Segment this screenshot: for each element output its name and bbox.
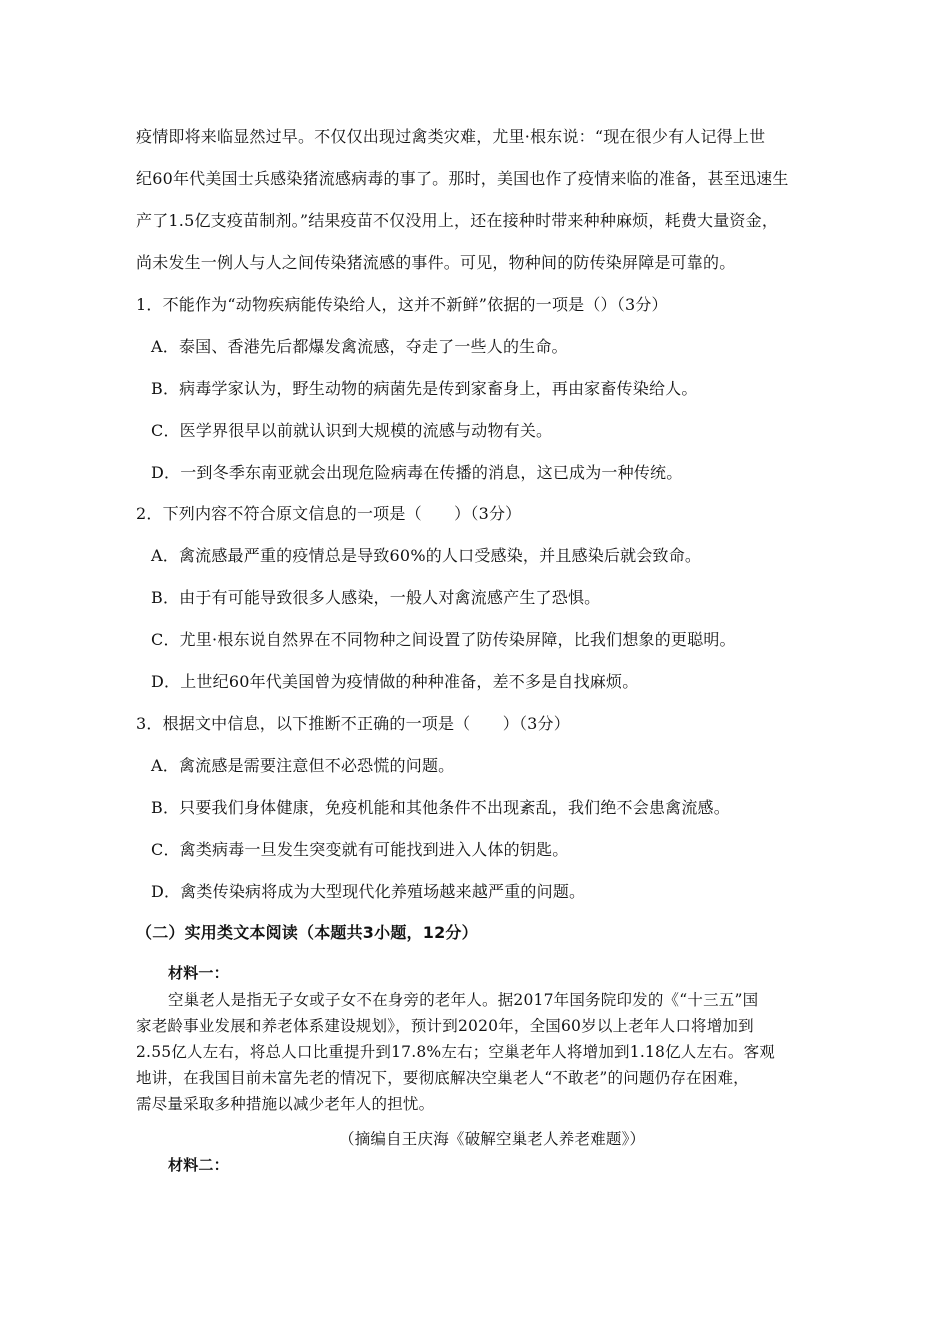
question-3-option-b: B．只要我们身体健康，免疫机能和其他条件不出现紊乱，我们绝不会患禽流感。 [151,798,730,817]
question-1-option-a: A．泰国、香港先后都爆发禽流感，夺走了一些人的生命。 [151,337,568,356]
question-1-option-d: D．一到冬季东南亚就会出现危险病毒在传播的消息，这已成为一种传统。 [151,463,683,482]
material-1-source: （摘编自王庆海《破解空巢老人养老难题》） [339,1130,646,1148]
question-2-option-c: C．尤里·根东说自然界在不同物种之间设置了防传染屏障，比我们想象的更聪明。 [151,630,736,649]
question-1-stem: 1．不能作为“动物疾病能传染给人，这并不新鲜”依据的一项是（）（3分） [136,295,668,314]
passage-line: 产了1.5亿支疫苗制剂。”结果疫苗不仅没用上，还在接种时带来种种麻烦，耗费大量资金， [136,211,779,230]
question-2-option-b: B．由于有可能导致很多人感染，一般人对禽流感产生了恐惧。 [151,588,601,607]
question-3-option-c: C．禽类病毒一旦发生突变就有可能找到进入人体的钥匙。 [151,840,569,859]
material-2-label: 材料二： [168,1156,229,1174]
material-1-label: 材料一： [168,964,229,982]
section-heading: （二）实用类文本阅读（本题共3小题，12分） [136,923,478,942]
material-1-line: 需尽量采取多种措施以减少老年人的担忧。 [136,1095,435,1113]
material-1-line: 空巢老人是指无子女或子女不在身旁的老年人。据2017年国务院印发的《“十三五”国 [168,991,759,1009]
question-1-option-b: B．病毒学家认为，野生动物的病菌先是传到家畜身上，再由家畜传染给人。 [151,379,698,398]
question-1-option-c: C．医学界很早以前就认识到大规模的流感与动物有关。 [151,421,553,440]
material-1-line: 地讲，在我国目前未富先老的情况下，要彻底解决空巢老人“不敢老”的问题仍存在困难， [136,1069,749,1087]
material-1-line: 2.55亿人左右，将总人口比重提升到17.8%左右；空巢老年人将增加到1.18亿人左右。客观 [136,1043,775,1061]
question-2-option-a: A．禽流感最严重的疫情总是导致60%的人口受感染，并且感染后就会致命。 [151,546,702,565]
passage-line: 疫情即将来临显然过早。不仅仅出现过禽类灾难，尤里·根东说：“现在很少有人记得上世 [136,127,766,146]
question-3-option-a: A．禽流感是需要注意但不必恐慌的问题。 [151,756,455,775]
material-1-line: 家老龄事业发展和养老体系建设规划》，预计到2020年，全国60岁以上老年人口将增加到 [136,1017,754,1035]
question-3-option-d: D．禽类传染病将成为大型现代化养殖场越来越严重的问题。 [151,882,586,901]
question-2-stem: 2．下列内容不符合原文信息的一项是（ ）（3分） [136,504,522,523]
question-2-option-d: D．上世纪60年代美国曾为疫情做的种种准备，差不多是自找麻烦。 [151,672,639,691]
question-3-stem: 3．根据文中信息，以下推断不正确的一项是（ ）（3分） [136,714,570,733]
passage-line: 纪60年代美国士兵感染猪流感病毒的事了。那时，美国也作了疫情来临的准备，甚至迅速生 [136,169,789,188]
passage-line: 尚未发生一例人与人之间传染猪流感的事件。可见，物种间的防传染屏障是可靠的。 [136,253,736,272]
